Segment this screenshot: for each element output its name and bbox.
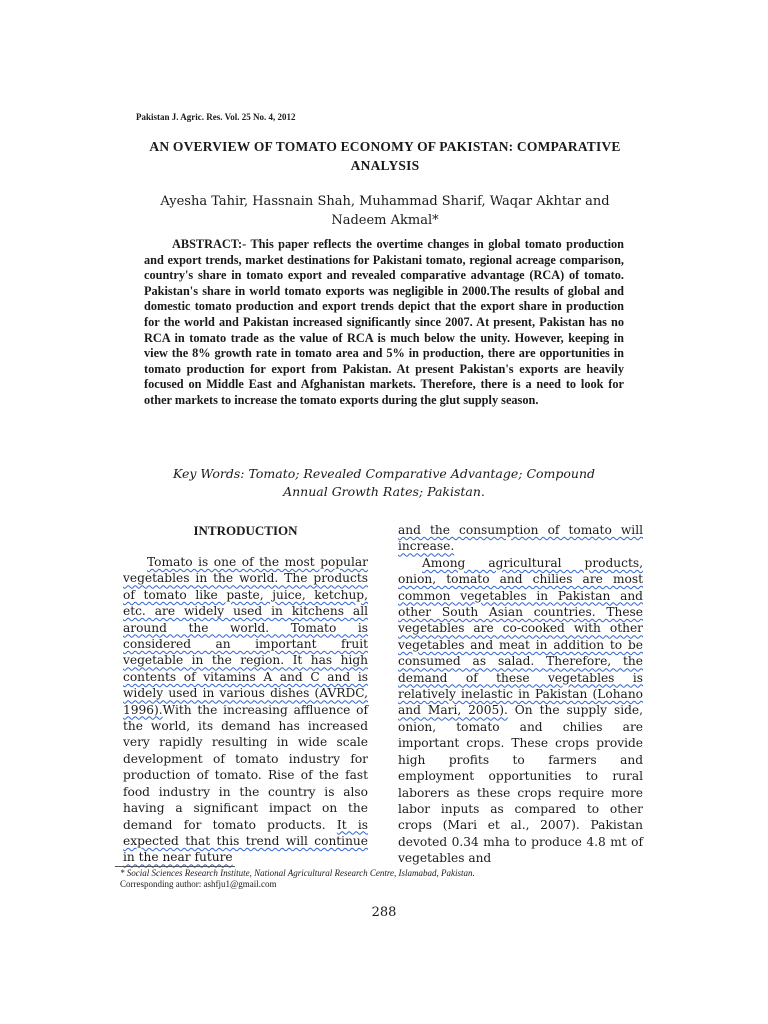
intro-text-2: On the supply side, onion, tomato and chilies are important crops. These crops provide high profits to farmers and employment opportunities to rural laborers as these crops require more labor inputs as compared to other crops (Mari et al., 2007). Pakistan devoted 0.34 mha to produce 4.8 mt of vegetables and bbox=[398, 703, 644, 866]
author-list bbox=[115, 192, 655, 230]
paper-title bbox=[115, 137, 655, 175]
right-column bbox=[398, 522, 643, 867]
keywords-line-2: Annual Growth Rates; Pakistan. bbox=[283, 483, 485, 499]
authors-line-1: Ayesha Tahir, Hassnain Shah, Muhammad Sharif, Waqar Akhtar and bbox=[160, 194, 610, 209]
journal-header: Pakistan J. Agric. Res. Vol. 25 No. 4, 2012 bbox=[136, 112, 296, 122]
spellcheck-underlined-text-3: and the consumption of tomato will increase. bbox=[398, 523, 643, 554]
spellcheck-underlined-text-2: It is expected that this trend will continue in the near future bbox=[123, 817, 369, 865]
keywords-line-1: Key Words: Tomato; Revealed Comparative Advantage; Compound bbox=[172, 466, 596, 481]
page-number: 288 bbox=[371, 905, 397, 920]
authors-line-2: Nadeem Akmal* bbox=[331, 213, 439, 228]
intro-paragraph-2 bbox=[398, 555, 643, 867]
spellcheck-underlined-text: Tomato is one of the most popular vegetables in the world. The products of tomato like paste, juice, ketchup, etc. are widely used in kitchens all around the world. Tomato is considered an important fruit vegetable in the region. It has high contents of vitamins A and C and is widely used in various dishes (AVRDC, 1996). bbox=[123, 555, 368, 717]
spellcheck-underlined-text-4: Among agricultural products, onion, tomato and chilies are most common vegetables in Pakistan and other South Asian countries. These vegetables are co-cooked with other vegetables and meat in addition to be consumed as salad. Therefore, the demand of these vegetables is relatively inelastic in Pakistan (Lohano and Mari, 2005). bbox=[398, 555, 643, 718]
keywords bbox=[144, 465, 624, 500]
affiliation-note: * Social Sciences Research Institute, National Agricultural Research Centre, Islamabad, Pakistan. bbox=[120, 868, 475, 878]
title-line-1: AN OVERVIEW OF TOMATO ECONOMY OF PAKISTAN: COMPARATIVE bbox=[149, 139, 621, 154]
corresponding-author: Corresponding author: ashfju1@gmail.com bbox=[120, 879, 277, 889]
left-column bbox=[123, 522, 368, 866]
title-line-2: ANALYSIS bbox=[350, 158, 420, 173]
introduction-heading: INTRODUCTION bbox=[193, 523, 298, 538]
intro-paragraph-continued bbox=[398, 522, 643, 555]
footnote bbox=[120, 868, 660, 890]
intro-paragraph-1 bbox=[123, 554, 368, 866]
intro-text: With the increasing affluence of the world, its demand has increased very rapidly resulting in wide scale development of tomato industry for production of tomato. Rise of the fast food industry in the country is also having a significant impact on the demand for tomato products. bbox=[123, 702, 368, 832]
abstract: ABSTRACT:- This paper reflects the overtime changes in global tomato production and export trends, market destinations for Pakistani tomato, regional acreage comparison, country's share in tomato export and revealed comparative advantage (RCA) of tomato. Pakistan's share in world tomato exports was negligible in 2000.The results of global and domestic tomato production and export trends depict that the export share in production for the world and Pakistan increased significantly since 2007. At present, Pakistan has no RCA in tomato trade as the value of RCA is much below the unity. However, keeping in view the 8% growth rate in tomato area and 5% in production, there are opportunities in tomato production for export from Pakistan. At present Pakistan's exports are heavily focused on Middle East and Afghanistan markets. Therefore, there is a need to look for other markets to increase the tomato exports during the glut supply season. bbox=[144, 237, 624, 407]
footnote-rule bbox=[115, 866, 235, 867]
